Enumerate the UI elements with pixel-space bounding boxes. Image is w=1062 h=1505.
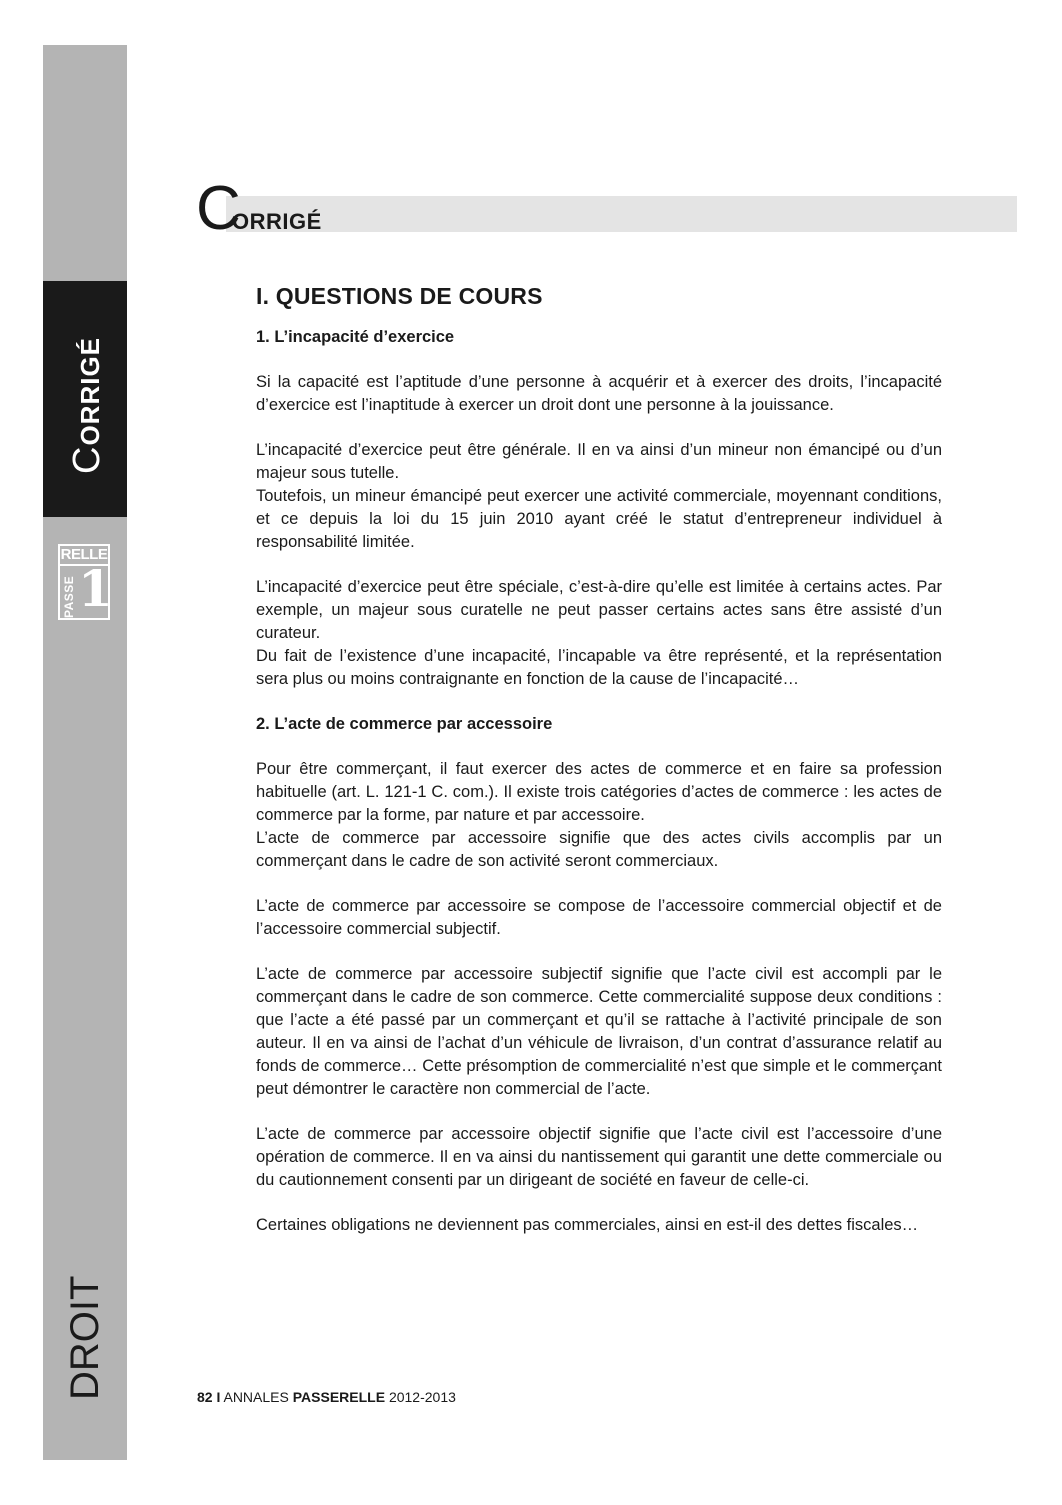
footer-brand: PASSERELLE: [292, 1389, 386, 1405]
paragraph: L’acte de commerce par accessoire subjectif signifie que l’acte civil est accompli par le commerçant dans le cadre de son commerce. Cette commercialité suppose deux conditions : que l’acte a été passé par un commerçant et qu’il se rattache à l’activité principale de son auteur. Il en va ainsi de l’achat d’un véhicule de livraison, d’un contrat d’assurance relatif au fonds de commerce… Cette présomption de commercialité n’est que simple et le commerçant peut démontrer le caractère non commercial de l’acte.: [256, 965, 942, 1098]
paragraph: Toutefois, un mineur émancipé peut exercer une activité commerciale, moyennant conditions, et ce depuis la loi du 15 juin 2010 ayant créé le statut d’entrepreneur individuel à responsabilité limitée.: [256, 487, 942, 551]
paragraph: L’incapacité d’exercice peut être générale. Il en va ainsi d’un mineur non émancipé ou d’un majeur sous tutelle.: [256, 441, 942, 482]
question-2-title: 2. L’acte de commerce par accessoire: [256, 715, 553, 733]
footer-years: 2012-2013: [388, 1389, 456, 1405]
question-1-title: 1. L’incapacité d’exercice: [256, 328, 455, 346]
title-band: [226, 196, 1017, 232]
page-footer: [197, 1389, 456, 1405]
footer-separator: I: [216, 1389, 221, 1405]
logo-top-text: RELLE: [60, 546, 108, 566]
logo-number: 1: [78, 559, 113, 618]
paragraph: Pour être commerçant, il faut exercer des actes de commerce et en faire sa profession habituelle (art. L. 121-1 C. com.). Il existe trois catégories d’actes de commerce : les actes de commerce par la forme, par nature et par accessoire.: [256, 760, 942, 824]
main-content: [256, 280, 942, 1237]
paragraph: Si la capacité est l’aptitude d’une personne à acquérir et à exercer des droits, l’incapacité d’exercice est l’inaptitude à exercer un droit dont une personne à la jouissance.: [256, 373, 942, 414]
sidebar-section-label: CORRIGÉ: [66, 336, 108, 474]
paragraph: L’acte de commerce par accessoire objectif signifie que l’acte civil est l’accessoire d’une opération de commerce. Il en va ainsi du nantissement qui garantit une dette commerciale ou du cautionnement consenti par un dirigeant de société en faveur de celle-ci.: [256, 1125, 942, 1189]
section-heading: I. QUESTIONS DE COURS: [256, 283, 543, 309]
title-initial: C: [196, 174, 241, 243]
page-number: 82: [197, 1389, 213, 1405]
paragraph: Certaines obligations ne deviennent pas commerciales, ainsi en est-il des dettes fiscales…: [256, 1216, 919, 1234]
paragraph: Du fait de l’existence d’une incapacité, l’incapable va être représenté, et la représentation sera plus ou moins contraignante en fonction de la cause de l’incapacité…: [256, 647, 942, 688]
paragraph: L’incapacité d’exercice peut être spéciale, c’est-à-dire qu’elle est limitée à certains actes. Par exemple, un majeur sous curatelle ne peut passer certains actes sans être assisté d’un curateur.: [256, 578, 942, 642]
logo-side-text: PASSE: [62, 575, 76, 618]
page-title: ORRIGÉ: [232, 209, 322, 234]
footer-label: ANNALES: [223, 1389, 289, 1405]
paragraph: L’acte de commerce par accessoire signifie que des actes civils accomplis par un commerçant dans le cadre de son activité seront commerciaux.: [256, 829, 942, 870]
passerelle-logo: [58, 544, 113, 620]
paragraph: L’acte de commerce par accessoire se compose de l’accessoire commercial objectif et de l’accessoire commercial subjectif.: [256, 897, 942, 938]
sidebar-subject-label: DROIT: [63, 1275, 107, 1400]
sidebar: [43, 45, 127, 1460]
